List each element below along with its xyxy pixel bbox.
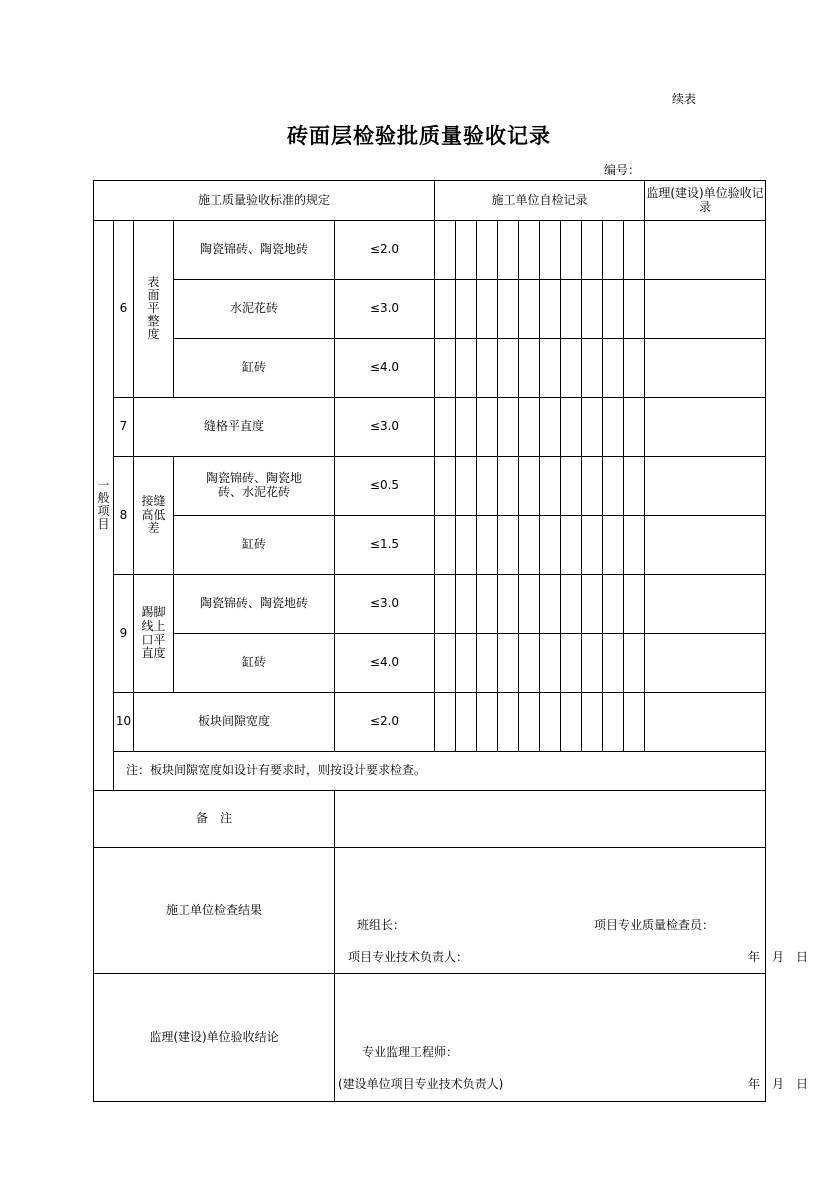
remarks-row [94,791,766,848]
check-cell[interactable] [603,693,624,752]
check-cell[interactable] [540,280,561,339]
item-8-number: 8 [114,457,134,575]
supervision-record-cell[interactable] [645,575,766,634]
check-cell[interactable] [540,339,561,398]
check-cell[interactable] [435,280,456,339]
check-cell[interactable] [435,457,456,516]
item-6-number: 6 [114,221,134,398]
check-cell[interactable] [498,575,519,634]
check-cell[interactable] [435,575,456,634]
check-cell[interactable] [540,398,561,457]
table-row [94,339,766,398]
item-9-name-cell [134,575,174,693]
check-cell[interactable] [477,693,498,752]
check-cell[interactable] [582,280,603,339]
check-cell[interactable] [582,575,603,634]
check-cell[interactable] [519,398,540,457]
check-cell[interactable] [624,457,645,516]
check-cell[interactable] [477,280,498,339]
check-cell[interactable] [498,457,519,516]
check-cell[interactable] [561,280,582,339]
check-cell[interactable] [540,575,561,634]
check-cell[interactable] [456,575,477,634]
check-cell[interactable] [435,693,456,752]
item-8-name-cell [134,457,174,575]
check-cell[interactable] [477,634,498,693]
check-cell[interactable] [603,221,624,280]
check-cell[interactable] [519,339,540,398]
check-cell[interactable] [498,280,519,339]
check-cell[interactable] [456,693,477,752]
check-cell[interactable] [582,634,603,693]
check-cell[interactable] [477,457,498,516]
check-cell[interactable] [582,516,603,575]
supervision-record-cell[interactable] [645,457,766,516]
check-cell[interactable] [519,516,540,575]
check-cell[interactable] [603,575,624,634]
check-cell[interactable] [561,516,582,575]
supervision-record-cell[interactable] [645,516,766,575]
item-6-material-2: 水泥花砖 [174,280,335,339]
check-cell[interactable] [582,457,603,516]
check-cell[interactable] [498,221,519,280]
item-6-limit-2: ≤3.0 [335,280,435,339]
check-cell[interactable] [624,398,645,457]
check-cell[interactable] [561,398,582,457]
check-cell[interactable] [624,693,645,752]
item-6-name: 表面平整度 [147,274,160,342]
check-cell[interactable] [624,280,645,339]
check-cell[interactable] [624,339,645,398]
supervision-date: 年 月 日 [748,1077,809,1091]
note-text: 注：板块间隙宽度如设计有要求时，则按设计要求检查。 [114,752,766,791]
check-cell[interactable] [582,221,603,280]
item-9-limit-2: ≤4.0 [335,634,435,693]
check-cell[interactable] [519,457,540,516]
check-cell[interactable] [477,339,498,398]
check-cell[interactable] [456,398,477,457]
check-cell[interactable] [435,516,456,575]
general-items-label: 一般项目 [97,477,110,532]
item-9-number: 9 [114,575,134,693]
construction-label: 施工单位检查结果 [94,848,335,974]
serial-number-label: 编号： [604,163,641,177]
check-cell[interactable] [456,457,477,516]
general-items-group [94,221,114,791]
page-title: 砖面层检验批质量验收记录 [287,124,551,148]
item-9-name: 踢脚线上口平直度 [141,604,166,661]
table-row [94,280,766,339]
supervision-conclusion-field[interactable] [335,974,809,1102]
check-cell[interactable] [498,634,519,693]
check-cell[interactable] [498,516,519,575]
item-10-name: 板块间隙宽度 [134,693,335,752]
check-cell[interactable] [477,575,498,634]
item-8-material-1: 陶瓷锦砖、陶瓷地砖、水泥花砖 [174,457,335,516]
check-cell[interactable] [477,221,498,280]
check-cell[interactable] [603,398,624,457]
item-8-limit-1: ≤0.5 [335,457,435,516]
check-cell[interactable] [456,221,477,280]
supervision-conclusion-row [94,974,766,1102]
check-cell[interactable] [498,398,519,457]
check-cell[interactable] [498,339,519,398]
supervision-engineer-label: 专业监理工程师： [362,1045,459,1059]
continued-label: 续表 [672,92,697,106]
table-row [94,457,766,516]
check-cell[interactable] [456,634,477,693]
item-6-material-3: 缸砖 [174,339,335,398]
check-cell[interactable] [540,693,561,752]
check-cell[interactable] [456,339,477,398]
item-8-name: 接缝高低差 [141,493,166,536]
item-6-material-1: 陶瓷锦砖、陶瓷地砖 [174,221,335,280]
check-cell[interactable] [519,280,540,339]
note-row [94,752,766,791]
supervision-record-cell[interactable] [645,221,766,280]
check-cell[interactable] [456,280,477,339]
check-cell[interactable] [519,221,540,280]
quality-inspector-label: 项目专业质量检查员： [594,918,715,932]
item-10-limit: ≤2.0 [335,693,435,752]
item-8-limit-2: ≤1.5 [335,516,435,575]
check-cell[interactable] [435,339,456,398]
check-cell[interactable] [540,457,561,516]
item-7-number: 7 [114,398,134,457]
tech-leader-label: 项目专业技术负责人： [348,950,469,964]
check-cell[interactable] [582,339,603,398]
check-cell[interactable] [603,339,624,398]
check-cell[interactable] [540,634,561,693]
supervision-label: 监理(建设)单位验收结论 [94,974,335,1102]
check-cell[interactable] [435,221,456,280]
check-cell[interactable] [561,693,582,752]
supervision-record-cell[interactable] [645,693,766,752]
check-cell[interactable] [624,516,645,575]
inspection-record-table [93,180,809,1102]
check-cell[interactable] [540,221,561,280]
check-cell[interactable] [561,457,582,516]
check-cell[interactable] [582,693,603,752]
self-check-header: 施工单位自检记录 [435,181,645,221]
standard-header: 施工质量验收标准的规定 [94,181,435,221]
remarks-field[interactable] [335,791,766,848]
supervision-record-cell[interactable] [645,339,766,398]
supervision-header: 监理(建设)单位验收记录 [645,181,766,221]
table-row [94,398,766,457]
item-7-limit: ≤3.0 [335,398,435,457]
check-cell[interactable] [624,575,645,634]
table-row [94,693,766,752]
check-cell[interactable] [603,634,624,693]
supervision-record-cell[interactable] [645,634,766,693]
check-cell[interactable] [582,398,603,457]
check-cell[interactable] [561,634,582,693]
item-6-name-cell [134,221,174,398]
item-9-material-1: 陶瓷锦砖、陶瓷地砖 [174,575,335,634]
check-cell[interactable] [561,339,582,398]
item-6-limit-3: ≤4.0 [335,339,435,398]
table-row [94,516,766,575]
table-row [94,634,766,693]
check-cell[interactable] [519,575,540,634]
check-cell[interactable] [624,634,645,693]
owner-tech-leader-label: (建设单位项目专业技术负责人) [338,1077,504,1091]
check-cell[interactable] [477,516,498,575]
team-leader-label: 班组长： [357,918,406,932]
table-header-row [94,181,766,221]
table-row [94,221,766,280]
check-cell[interactable] [624,221,645,280]
check-cell[interactable] [519,634,540,693]
item-8-material-2: 缸砖 [174,516,335,575]
check-cell[interactable] [603,457,624,516]
item-10-number: 10 [114,693,134,752]
check-cell[interactable] [540,516,561,575]
check-cell[interactable] [561,575,582,634]
construction-result-field[interactable] [335,848,809,974]
check-cell[interactable] [498,693,519,752]
construction-result-row [94,848,766,974]
check-cell[interactable] [603,280,624,339]
check-cell[interactable] [435,398,456,457]
check-cell[interactable] [435,634,456,693]
item-9-material-2: 缸砖 [174,634,335,693]
construction-date: 年 月 日 [748,950,809,964]
item-9-limit-1: ≤3.0 [335,575,435,634]
check-cell[interactable] [603,516,624,575]
supervision-record-cell[interactable] [645,398,766,457]
check-cell[interactable] [519,693,540,752]
item-6-limit-1: ≤2.0 [335,221,435,280]
supervision-record-cell[interactable] [645,280,766,339]
check-cell[interactable] [456,516,477,575]
item-7-name: 缝格平直度 [134,398,335,457]
check-cell[interactable] [561,221,582,280]
table-row [94,575,766,634]
check-cell[interactable] [477,398,498,457]
remarks-label: 备 注 [94,791,335,848]
